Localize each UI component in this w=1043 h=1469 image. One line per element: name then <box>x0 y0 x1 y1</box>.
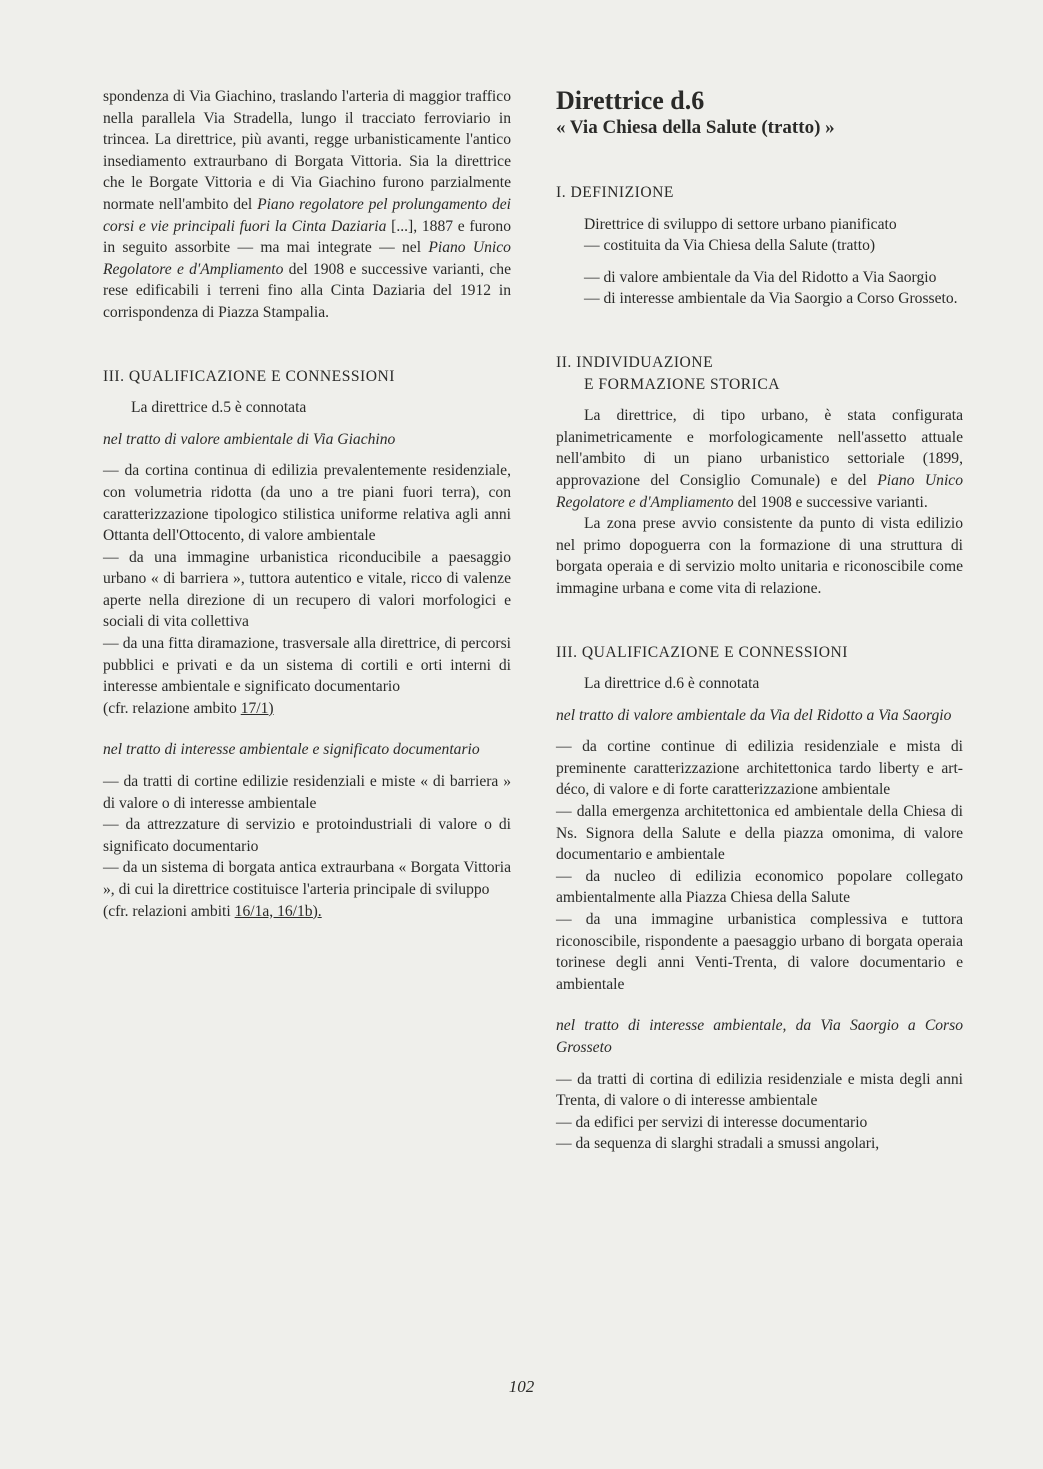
section-heading-individuazione-line2: E FORMAZIONE STORICA <box>584 375 780 393</box>
list-item: — da tratti di cortine edilizie residenziali e miste « di barriera » di valore o di interesse ambientale <box>103 773 511 812</box>
tratto-heading: nel tratto di interesse ambientale e significato documentario <box>103 741 480 759</box>
section-heading-qualificazione: III. QUALIFICAZIONE E CONNESSIONI <box>556 643 848 661</box>
list-item: — da un sistema di borgata antica extraurbana « Borgata Vittoria », di cui la direttrice costituisce l'arteria principale di sviluppo <box>103 859 511 898</box>
page-number: 102 <box>508 1377 535 1396</box>
tratto-heading: nel tratto di valore ambientale di Via Giachino <box>103 430 396 448</box>
list-item: — da nucleo di edilizia economico popolare collegato ambientalmente alla Piazza Chiesa della Salute <box>556 867 963 907</box>
paragraph: La direttrice, di tipo urbano, è stata configurata planimetricamente e morfologicamente nell'assetto attuale nell'ambito di un piano urbanistico settoriale (1899, approvazione del Consiglio Comunale) e del Piano Unico Regolatore e d'Ampliamento del 1908 e successive varianti. <box>556 407 964 511</box>
section-heading-definizione: I. DEFINIZIONE <box>556 184 674 201</box>
section-heading-qualificazione: III. QUALIFICAZIONE E CONNESSIONI <box>103 367 395 385</box>
list-item: — da attrezzature di servizio e protoindustriali di valore o di significato documentario <box>103 816 511 855</box>
right-column <box>556 86 963 1155</box>
list-item: — da cortine continue di edilizia residenziale e mista di preminente caratterizzazione architettonica tardo liberty e art-déco, di valore e di forte caratterizzazione ambientale <box>556 738 963 799</box>
paragraph: La zona prese avvio consistente da punto di vista edilizio nel primo dopoguerra con la formazione di una struttura di borgata operaia e di servizio molto unitaria e riconoscibile come immagine urbana e come vita di relazione. <box>556 515 963 597</box>
list-item: — da una immagine urbanistica complessiva e tuttora riconoscibile, rispondente a paesaggio urbano di borgata operaia torinese degli anni Venti-Trenta, di valore documentario e ambientale <box>556 911 963 993</box>
list-item: — da edifici per servizi di interesse documentario <box>556 1113 868 1131</box>
list-item: — dalla emergenza architettonica ed ambientale della Chiesa di Ns. Signora della Salute e della piazza omonima, di valore documentario e ambientale <box>556 803 963 864</box>
intro-paragraph: spondenza di Via Giachino, traslando l'arteria di maggior traffico nella parallela Via Stradella, lungo il tracciato ferroviario in trincea. La direttrice, più avanti, regge urbanisticamente l'antico insediamento extraurbano di Borgata Vittoria. Sia la direttrice che le Borgate Vittoria e di Via Giachino furono parzialmente normate nell'ambito del Piano regolatore pel prolungamento dei corsi e vie principali fuori la Cinta Daziaria [...], 1887 e furono in seguito assorbite — ma mai integrate — nel Piano Unico Regolatore e d'Ampliamento del 1908 e successive varianti, che rese edificabili i terreni fino alla Cinta Daziaria del 1912 in corrispondenza di Piazza Stampalia. <box>103 88 512 321</box>
reference-link[interactable]: 16/1a, 16/1b). <box>234 902 322 920</box>
list-item: — da una immagine urbanistica riconducibile a paesaggio urbano « di barriera », tuttora autentico e vitale, ricco di valenze aperte nella direzione di un recupero di valori morfologici e sociali di vita collettiva <box>103 548 511 631</box>
section-lead: La direttrice d.5 è connotata <box>131 399 307 417</box>
reference: (cfr. relazioni ambiti 16/1a, 16/1b). <box>103 902 322 920</box>
page-subtitle: « Via Chiesa della Salute (tratto) » <box>556 117 835 138</box>
list-item: — da cortina continua di edilizia prevalentemente residenziale, con volumetria ridotta (da uno a tre piani fuori terra), con caratterizzazione tipologico stilistica uniforme relativa agli anni Ottanta dell'Ottocento, di valore ambientale <box>103 462 511 545</box>
page-title: Direttrice d.6 <box>556 86 705 115</box>
section-lead: La direttrice d.6 è connotata <box>584 675 760 693</box>
tratto-heading: nel tratto di valore ambientale da Via del Ridotto a Via Saorgio <box>556 706 952 724</box>
reference: (cfr. relazione ambito 17/1) <box>103 699 274 717</box>
tratto-heading: nel tratto di interesse ambientale, da Via Saorgio a Corso Grosseto <box>556 1017 963 1056</box>
section-lead: Direttrice di sviluppo di settore urbano pianificato <box>584 215 897 233</box>
list-item: — da tratti di cortina di edilizia residenziale e mista degli anni Trenta, di valore o di interesse ambientale <box>556 1070 963 1110</box>
list-item: — di valore ambientale da Via del Ridotto a Via Saorgio <box>584 268 937 286</box>
list-item: — da una fitta diramazione, trasversale alla direttrice, di percorsi pubblici e privati e da un sistema di cortili e orti interni di interesse ambientale e significato documentario <box>103 635 511 696</box>
section-heading-individuazione: II. INDIVIDUAZIONE <box>556 353 714 371</box>
list-item: — da sequenza di slarghi stradali a smussi angolari, <box>556 1135 880 1153</box>
list-item: — di interesse ambientale da Via Saorgio a Corso Grosseto. <box>584 290 958 308</box>
left-column <box>103 86 511 922</box>
list-item: — costituita da Via Chiesa della Salute (tratto) <box>584 237 876 255</box>
reference-link[interactable]: 17/1) <box>240 699 274 717</box>
